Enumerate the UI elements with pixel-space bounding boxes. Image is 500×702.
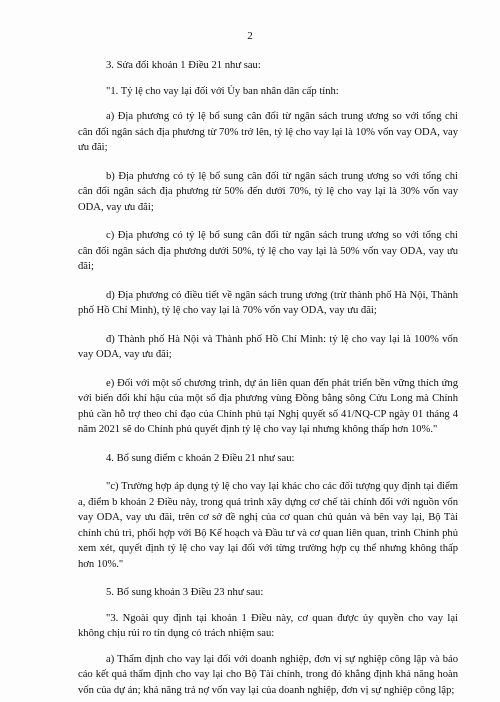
page-number: 2 [247, 30, 253, 42]
point-c: c) Địa phương có tỷ lệ bổ sung cân đối từ ngân sách trung ương so với tổng chi cân đối ngân sách địa phương dưới 50%, tỷ lệ cho vay lại là 50% vốn vay ODA, vay ưu đãi; [78, 230, 458, 272]
section-heading-4: 4. Bổ sung điểm c khoản 2 Điều 21 như sau: [106, 452, 295, 464]
point-dd: đ) Thành phố Hà Nội và Thành phố Hồ Chí Minh: tỷ lệ cho vay lại là 100% vốn vay ODA, vay ưu đãi; [78, 333, 458, 360]
point-d: d) Địa phương có điều tiết về ngân sách trung ương (trừ thành phố Hà Nội, Thành phố Hồ Chí Minh), tỷ lệ cho vay lại là 70% vốn vay ODA, vay ưu đãi; [78, 289, 458, 316]
section-heading-3: 3. Sửa đổi khoản 1 Điều 21 như sau: [106, 60, 261, 71]
point-a: a) Địa phương có tỷ lệ bổ sung cân đối từ ngân sách trung ương so với tổng chi cân đối ngân sách địa phương từ 70% trở lên, tỷ lệ cho vay lại là 10% vốn vay ODA, vay ưu đãi; [78, 111, 458, 153]
section-heading-5: 5. Bổ sung khoản 3 Điều 23 như sau: [106, 587, 264, 598]
point-c-supplement: "c) Trường hợp áp dụng tỷ lệ cho vay lại khác cho các đối tượng quy định tại điểm a, điểm b khoản 2 Điều này, trong quá trình xây dựng cơ chế tài chính đối với nguồn vốn vay ODA, vay ưu đãi, trên cơ sở đề nghị của cơ quan chủ quản và bên vay lại, Bộ Tài chính chủ trì, phối hợp với Bộ Kế hoạch và Đầu tư và cơ quan liên quan, trình Chính phủ xem xét, quyết định tỷ lệ cho vay lại đối với từng trường hợp cụ thể nhưng không thấp hơn 10%." [78, 481, 458, 570]
point-b: b) Địa phương có tỷ lệ bổ sung cân đối từ ngân sách trung ương so với tổng chi cân đối ngân sách địa phương từ 50% đến dưới 70%, tỷ lệ cho vay lại là 30% vốn vay ODA, vay ưu đãi; [78, 170, 458, 213]
clause-3-point-a: a) Thẩm định cho vay lại đối với doanh nghiệp, đơn vị sự nghiệp công lập và báo cáo kết quả thẩm định cho vay lại cho Bộ Tài chính, trong đó khẳng định khả năng hoàn vốn của dự án; khả năng trả nợ vốn vay lại của doanh nghiệp, đơn vị sự nghiệp công lập; [78, 653, 458, 696]
point-e: e) Đối với một số chương trình, dự án liên quan đến phát triển bền vững thích ứng với biến đổi khí hậu của một số địa phương vùng Đồng bằng sông Cửu Long mà Chính phủ cần hỗ trợ theo chỉ đạo của Chính phủ tại Nghị quyết số 41/NQ-CP ngày 01 tháng 4 năm 2021 sẽ do Chính phủ quyết định tỷ lệ cho vay lại nhưng không thấp hơn 10%." [78, 377, 458, 435]
document-body [78, 58, 458, 698]
clause-3-heading: "3. Ngoài quy định tại khoản 1 Điều này, cơ quan được ủy quyền cho vay lại không chịu rủi ro tín dụng có trách nhiệm sau: [78, 612, 458, 639]
clause-1-heading: "1. Tỷ lệ cho vay lại đối với Ủy ban nhân dân cấp tỉnh: [106, 85, 339, 97]
